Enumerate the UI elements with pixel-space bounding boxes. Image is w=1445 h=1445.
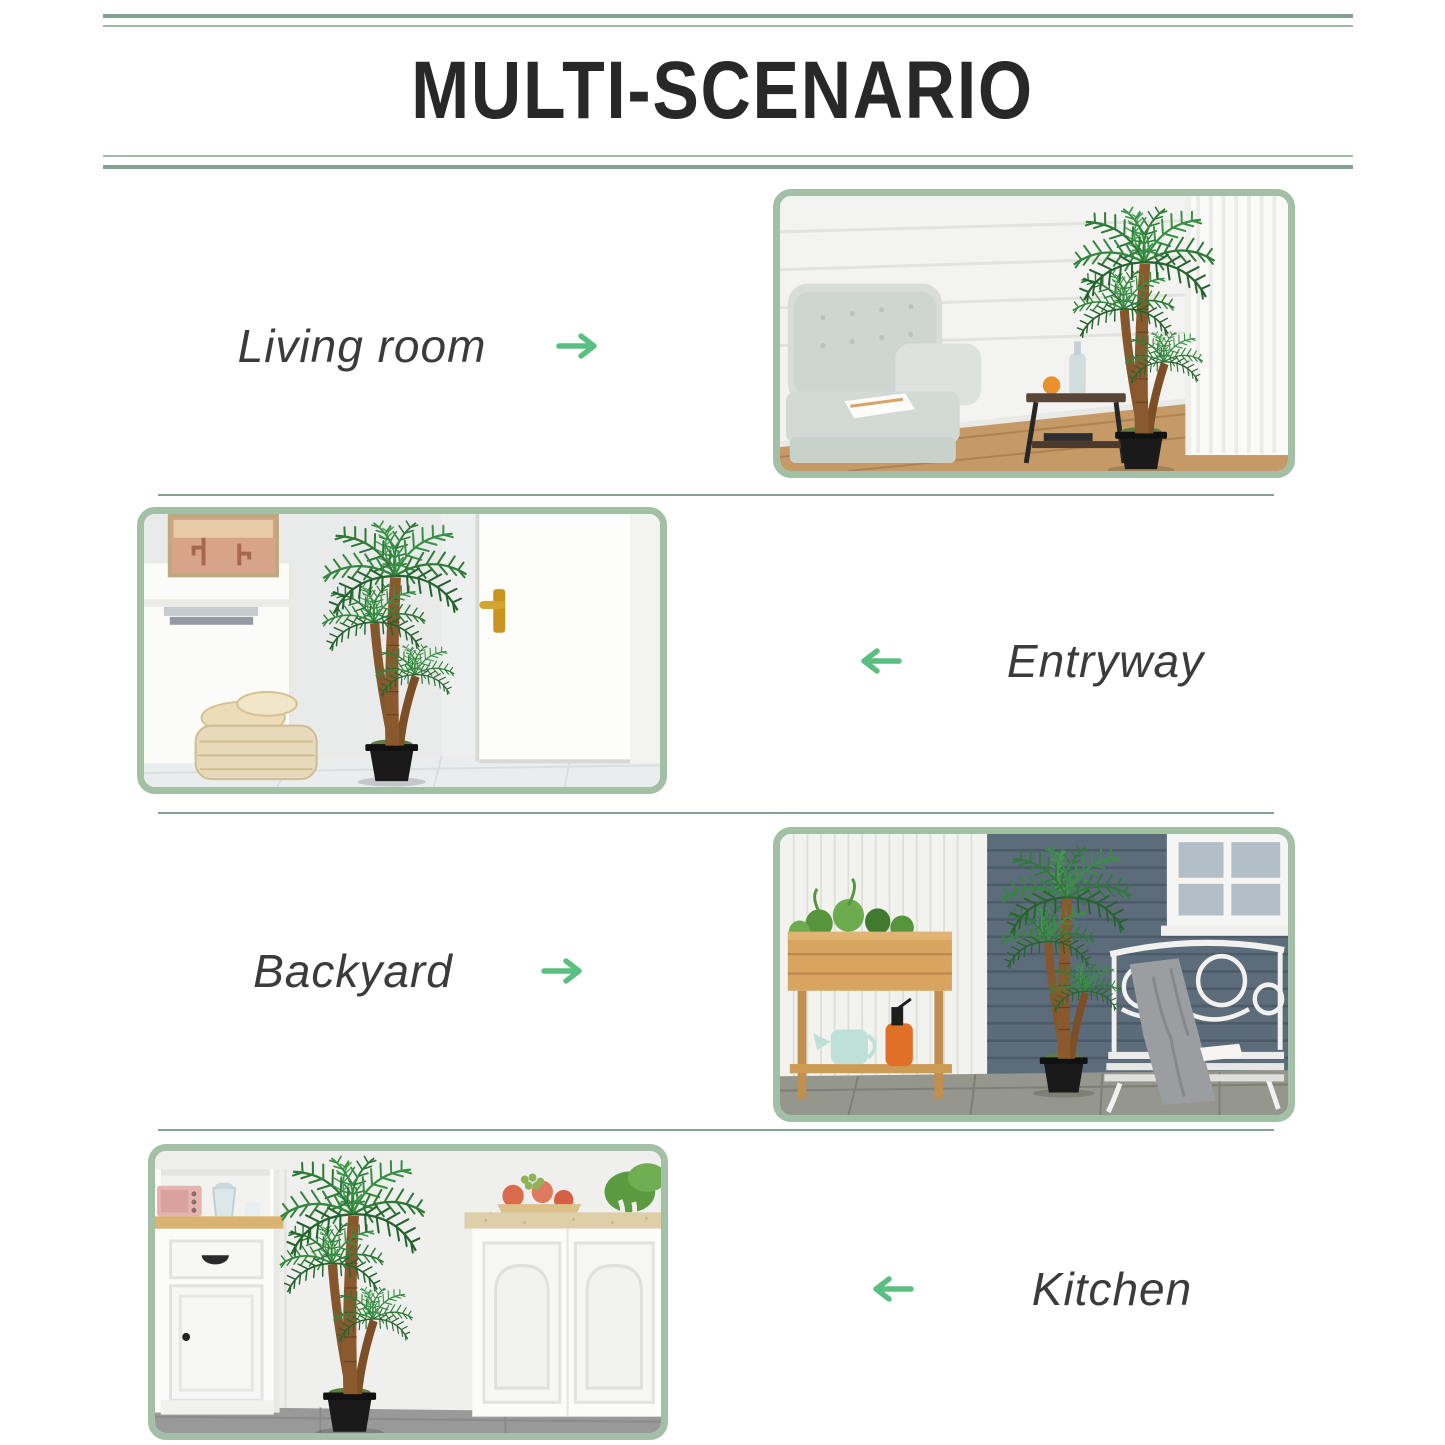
scenario-row-entryway bbox=[780, 628, 1280, 694]
scenario-row-kitchen bbox=[780, 1256, 1280, 1322]
section-divider bbox=[158, 1129, 1274, 1131]
scenario-row-backyard bbox=[170, 938, 670, 1004]
entryway-scene bbox=[144, 514, 660, 787]
entryway-photo bbox=[137, 507, 667, 794]
backyard-photo bbox=[773, 827, 1295, 1122]
living-room-photo bbox=[773, 189, 1295, 478]
scenario-label-backyard: Backyard bbox=[253, 945, 453, 997]
scenario-label-entryway: Entryway bbox=[1006, 635, 1205, 687]
garden-sprayer bbox=[886, 1023, 913, 1066]
scenario-label-living-room: Living room bbox=[237, 320, 487, 372]
living-room-scene bbox=[780, 196, 1288, 471]
section-divider bbox=[158, 494, 1274, 496]
title-rule-bottom-thin bbox=[103, 155, 1353, 157]
kitchen-photo bbox=[148, 1144, 668, 1440]
watering-can bbox=[831, 1029, 868, 1064]
title-rule-bottom-thick bbox=[103, 165, 1353, 169]
door-handle bbox=[493, 589, 505, 633]
door bbox=[475, 514, 660, 763]
glass-pitcher bbox=[213, 1188, 234, 1219]
page-title: MULTI-SCENARIO bbox=[411, 45, 1034, 136]
window bbox=[1161, 834, 1288, 936]
section-divider bbox=[158, 812, 1274, 814]
scenario-label-kitchen: Kitchen bbox=[1031, 1263, 1193, 1315]
arrow-left-icon bbox=[856, 646, 902, 676]
scenario-row-living-room bbox=[170, 313, 670, 379]
arrow-right-icon bbox=[556, 331, 602, 361]
curtain bbox=[1185, 196, 1288, 455]
kitchen-hutch bbox=[155, 1169, 283, 1414]
title-rule-top-thick bbox=[103, 14, 1353, 18]
title-rule-top-thin bbox=[103, 25, 1353, 27]
arrow-left-icon bbox=[868, 1274, 914, 1304]
arrow-right-icon bbox=[541, 956, 587, 986]
kitchen-scene bbox=[155, 1151, 661, 1433]
backyard-scene bbox=[780, 834, 1288, 1115]
